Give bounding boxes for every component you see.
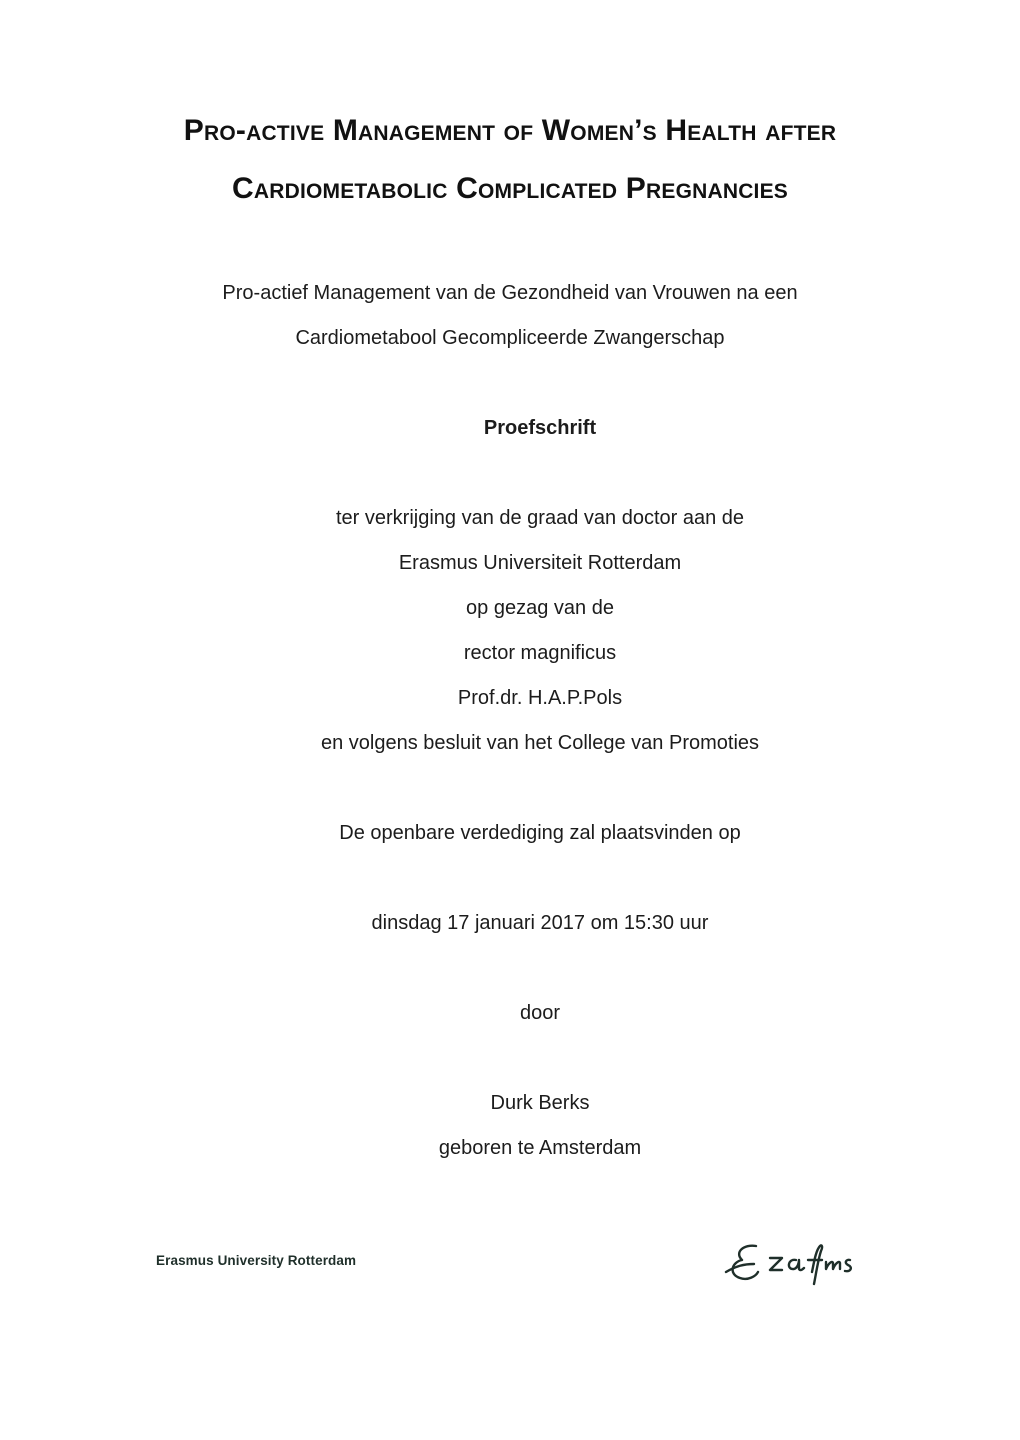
by-label: door <box>519 1002 561 1024</box>
degree-line-1: ter verkrijging van de graad van doctor aan de <box>335 507 745 529</box>
dutch-title-line-1: Pro-actief Management van de Gezondheid van Vrouwen na een <box>222 282 798 304</box>
degree-line-5: Prof.dr. H.A.P.Pols <box>457 687 623 709</box>
erasmus-signature-logo <box>722 1238 867 1290</box>
degree-line-3: op gezag van de <box>466 597 614 619</box>
defense-intro: De openbare verdediging zal plaatsvinden op <box>339 822 741 844</box>
proefschrift-heading: Proefschrift <box>483 417 597 439</box>
english-title-line-1: Pro-active Management of Women’s Health after <box>183 114 837 147</box>
defense-date: dinsdag 17 januari 2017 om 15:30 uur <box>371 912 709 934</box>
degree-line-6: en volgens besluit van het College van Promoties <box>320 732 760 754</box>
dutch-title-line-2: Cardiometabool Gecompliceerde Zwangerschap <box>295 327 725 349</box>
author-name: Durk Berks <box>490 1092 590 1114</box>
degree-line-4: rector magnificus <box>463 642 617 664</box>
degree-line-2: Erasmus Universiteit Rotterdam <box>398 552 682 574</box>
author-birthplace: geboren te Amsterdam <box>438 1137 642 1159</box>
english-title <box>60 102 960 218</box>
signature-icon <box>722 1238 867 1290</box>
university-logo-text: Erasmus University Rotterdam <box>156 1253 357 1268</box>
english-title-line-2: Cardiometabolic Complicated Pregnancies <box>231 172 789 205</box>
